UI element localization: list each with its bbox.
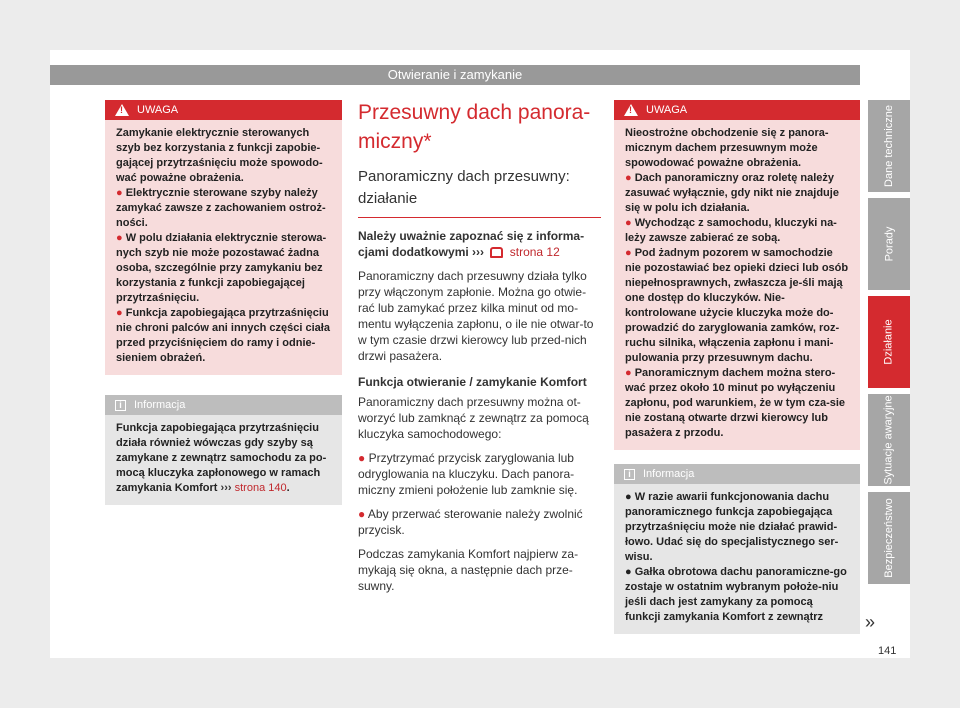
bullet-icon: ● (625, 172, 632, 184)
paragraph: Podczas zamykania Komfort najpierw za-mykają się okna, a następnie dach prze-suwny. (358, 547, 579, 593)
info-header (105, 395, 342, 415)
warning-bullet: ● Dach panoramiczny oraz roletę należy zasuwać wyłącznie, gdy nikt nie znajduje się w polu ich działania. (625, 172, 839, 214)
tab-dzialanie[interactable]: Działanie (868, 296, 910, 388)
warning-header (614, 100, 860, 120)
warning-bullet: ● Pod żadnym pozorem w samochodzie nie pozostawiać bez opieki dzieci lub osób niepełnosprawnych, zwłaszcza je-śli mają one dostęp do kluczyków. Nie-kontrolowane użycie kluczyka może do-prowadzić do zaryglowania zamków, roz-ruchu silnika, włączenia zapłonu i mani-pulowania przy przesuwnym dachu. (625, 247, 849, 364)
warning-body (614, 120, 860, 450)
info-bullet: ● W razie awarii funkcjonowania dachu panoramicznego funkcja zapobiegająca przytrzaśnięciu może nie działać prawid-łowo. Udać się do specjalistycznego ser-wisu. (625, 491, 839, 563)
info-box (614, 464, 860, 634)
bullet-icon: ● (116, 307, 123, 319)
tab-bezpieczenstwo[interactable]: Bezpieczeństwo (868, 492, 910, 584)
warning-bullet: ● Funkcja zapobiegająca przytrzaśnięciu nie chroni palców ani innych części ciała przed przyciśnięciem do ramy i odnie-sieniem obrażeń. (116, 307, 330, 364)
warning-header (105, 100, 342, 120)
warning-label: UWAGA (646, 104, 688, 116)
page-number: 141 (878, 645, 897, 657)
subheading: Funkcja otwieranie / zamykanie Komfort (358, 375, 587, 389)
warning-box (614, 100, 860, 450)
paragraph: Panoramiczny dach przesuwny można ot-worzyć lub zamknąć z zewnątrz za pomocą kluczyka samochodowego: (358, 395, 589, 441)
warning-triangle-icon (624, 104, 638, 116)
page-link[interactable]: strona 12 (509, 245, 560, 259)
warning-bullet: ● Wychodząc z samochodu, kluczyki na-leży zawsze zabierać ze sobą. (625, 217, 837, 244)
paragraph: Panoramiczny dach przesuwny działa tylko przy włączonym zapłonie. Można go otwie-rać lub zamykać przez kilka minut od mo-mentu wyłączenia zapłonu, o ile nie otwar-to w tym czasie drzwi kierowcy lub przed-nich drzwi pasażera. (358, 269, 594, 363)
left-column (105, 100, 342, 505)
link-arrow-icon: ››› (220, 482, 232, 494)
section-body (358, 228, 601, 594)
lead-paragraph: Należy uważnie zapoznać się z informa-cjami dodatkowymi ››› strona 12 (358, 229, 585, 259)
info-bullet: ● Gałka obrotowa dachu panoramiczne-go zostaje w ostatnim wybranym położe-niu jeśli dach jest zamykany za pomocą funkcji zamykania Komfort z zewnątrz (625, 566, 847, 623)
list-item: ● Aby przerwać sterowanie należy zwolnić przycisk. (358, 507, 583, 537)
bullet-icon: ● (625, 566, 632, 578)
continue-arrow-icon: » (865, 612, 876, 632)
info-body (614, 484, 860, 634)
bullet-icon: ● (625, 367, 632, 379)
section-subtitle: Panoramiczny dach przesuwny: działanie (358, 166, 601, 218)
info-header (614, 464, 860, 484)
warning-intro: Nieostrożne obchodzenie się z panora-micznym dachem przesuwnym może spowodować poważne obrażenia. (625, 127, 829, 169)
bullet-icon: ● (625, 491, 632, 503)
info-icon: i (115, 400, 126, 411)
warning-bullet: ● W polu działania elektrycznie sterowa-nych szyb nie może pozostawać żadna osoba, szczególnie przy zamykaniu bez korzystania z funkcji zapobiegającej przytrzaśnięciu. (116, 232, 327, 304)
info-label: Informacja (643, 468, 695, 480)
warning-box (105, 100, 342, 375)
bullet-icon: ● (358, 451, 366, 465)
page-header: Otwieranie i zamykanie (50, 65, 860, 85)
middle-column (358, 100, 601, 594)
warning-body (105, 120, 342, 375)
info-label: Informacja (134, 399, 186, 411)
warning-bullet: ● Panoramicznym dachem można stero-wać przez około 10 minut po wyłączeniu zapłonu, pod warunkiem, że w tym cza-sie nie zostaną otwarte drzwi kierowcy lub pasażera z przodu. (625, 367, 846, 439)
tab-sytuacje-awaryjne[interactable]: Sytuacje awaryjne (868, 394, 910, 486)
bullet-icon: ● (358, 507, 366, 521)
warning-triangle-icon (115, 104, 129, 116)
info-text: Funkcja zapobiegająca przytrzaśnięciu działa również wówczas gdy szyby są zamykane z zewnątrz samochodu za po-mocą kluczyka zapłonowego w ramach zamykania Komfort (116, 422, 327, 494)
bullet-icon: ● (625, 247, 632, 259)
list-item: ● Przytrzymać przycisk zaryglowania lub odryglowania na kluczyku. Dach panora-miczny zmieni położenie lub zamknie się. (358, 451, 578, 497)
info-icon: i (624, 469, 635, 480)
warning-bullet: ● Elektrycznie sterowane szyby należy zamykać zawsze z zachowaniem ostroż-ności. (116, 187, 326, 229)
page-link[interactable]: strona 140 (234, 482, 287, 494)
warning-label: UWAGA (137, 104, 179, 116)
tab-porady[interactable]: Porady (868, 198, 910, 290)
info-box (105, 395, 342, 505)
car-icon (490, 247, 503, 258)
info-body: Funkcja zapobiegająca przytrzaśnięciu działa również wówczas gdy szyby są zamykane z zewnątrz samochodu za po-mocą kluczyka zapłonowego w ramach zamykania Komfort ››› strona 140. (116, 422, 327, 494)
tab-dane-techniczne[interactable]: Dane techniczne (868, 100, 910, 192)
section-title: Przesuwny dach panora-miczny* (358, 101, 591, 153)
bullet-icon: ● (625, 217, 632, 229)
warning-intro: Zamykanie elektrycznie sterowanych szyb bez korzystania z funkcji zapobie-gającej przytrzaśnięciu może spowodo-wać poważne obrażenia. (116, 127, 323, 184)
link-arrow-icon: ››› (472, 245, 485, 259)
bullet-icon: ● (116, 232, 123, 244)
bullet-icon: ● (116, 187, 123, 199)
right-column (614, 100, 860, 634)
